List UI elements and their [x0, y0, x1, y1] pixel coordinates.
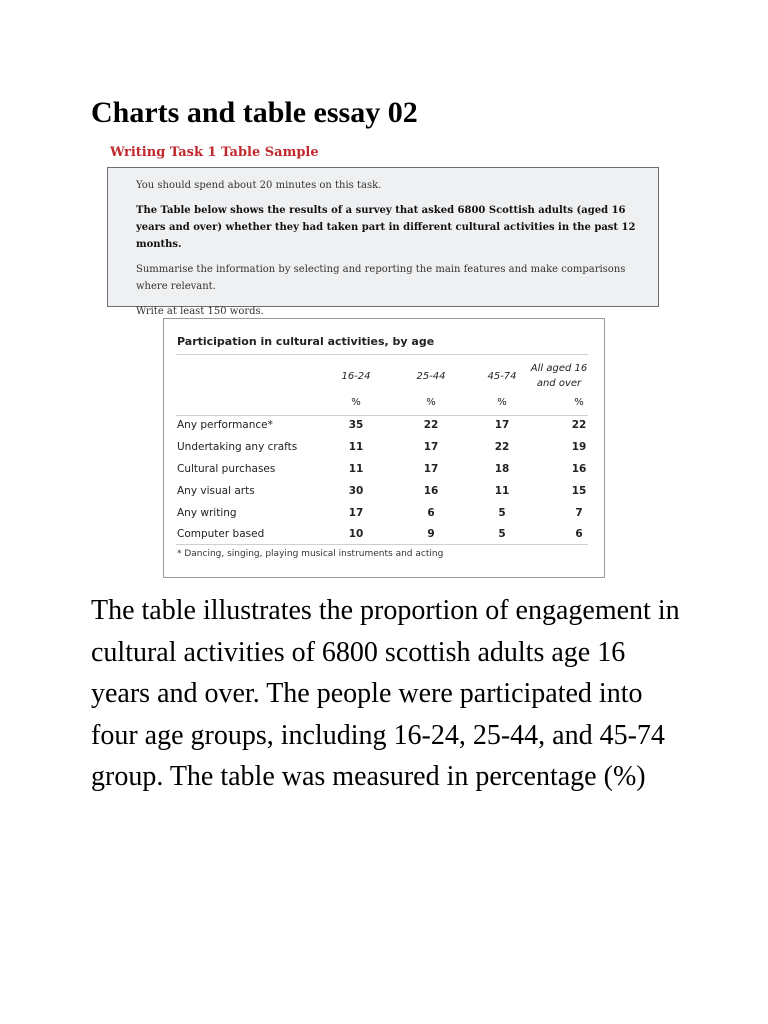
- table-cell: 30: [348, 485, 364, 497]
- table-cell: 16: [423, 485, 439, 497]
- participation-table: [163, 318, 605, 578]
- table-cell: 19: [571, 441, 587, 453]
- column-header-all-aged-line2: and over: [536, 378, 582, 389]
- table-cell: 5: [498, 507, 506, 519]
- table-cell: 18: [494, 463, 510, 475]
- table-cell: 6: [575, 528, 583, 540]
- header-divider: [176, 415, 588, 416]
- table-cell: 11: [494, 485, 510, 497]
- table-cell: 5: [498, 528, 506, 540]
- table-title: Participation in cultural activities, by age: [177, 335, 435, 348]
- table-cell: 16: [571, 463, 587, 475]
- column-header-45-74: 45-74: [487, 371, 517, 382]
- table-cell: 22: [494, 441, 510, 453]
- column-header-16-24: 16-24: [341, 371, 371, 382]
- table-cell: 35: [348, 419, 364, 431]
- table-cell: 6: [427, 507, 435, 519]
- table-footnote: * Dancing, singing, playing musical instruments and acting: [177, 549, 444, 559]
- row-label: Any performance*: [177, 419, 273, 431]
- table-cell: 17: [423, 441, 439, 453]
- row-label: Any writing: [177, 507, 237, 519]
- essay-paragraph: The table illustrates the proportion of engagement in cultural activities of 6800 scottish adults age 16 years and over. The people were participated into four age groups, including 16-24, 25-44, and 45-74 group. The table was measured in percentage (%): [91, 595, 680, 792]
- table-cell: 7: [575, 507, 583, 519]
- task-description: The Table below shows the results of a survey that asked 6800 Scottish adults (aged 16 years and over) whether they had taken part in different cultural activities in the past 12 months.: [136, 205, 636, 250]
- table-cell: 11: [348, 463, 364, 475]
- table-cell: 17: [494, 419, 510, 431]
- unit-16-24: %: [351, 397, 361, 408]
- row-label: Cultural purchases: [177, 463, 276, 475]
- task-label: Writing Task 1 Table Sample: [110, 145, 319, 160]
- row-label: Undertaking any crafts: [177, 441, 298, 453]
- unit-45-74: %: [497, 397, 507, 408]
- table-cell: 11: [348, 441, 364, 453]
- unit-25-44: %: [426, 397, 436, 408]
- table-cell: 10: [348, 528, 364, 540]
- table-cell: 17: [423, 463, 439, 475]
- row-label: Any visual arts: [177, 485, 255, 497]
- task-summary-instruction: Summarise the information by selecting and reporting the main features and make comparisons where relevant.: [136, 264, 626, 292]
- page-title: Charts and table essay 02: [91, 96, 418, 129]
- column-header-25-44: 25-44: [416, 371, 446, 382]
- unit-all-aged: %: [574, 397, 584, 408]
- table-cell: 9: [427, 528, 435, 540]
- task-instructions-box: [107, 167, 659, 317]
- column-header-all-aged-line1: All aged 16: [530, 363, 588, 374]
- table-cell: 22: [423, 419, 439, 431]
- table-cell: 15: [571, 485, 587, 497]
- table-cell: 17: [348, 507, 364, 519]
- row-label: Computer based: [177, 528, 265, 540]
- column-header-all-aged: [524, 361, 594, 391]
- task-word-count: Write at least 150 words.: [136, 306, 264, 317]
- footer-divider: [176, 544, 588, 545]
- task-time-instruction: You should spend about 20 minutes on this task.: [136, 180, 382, 191]
- table-cell: 22: [571, 419, 587, 431]
- title-divider: [176, 354, 588, 355]
